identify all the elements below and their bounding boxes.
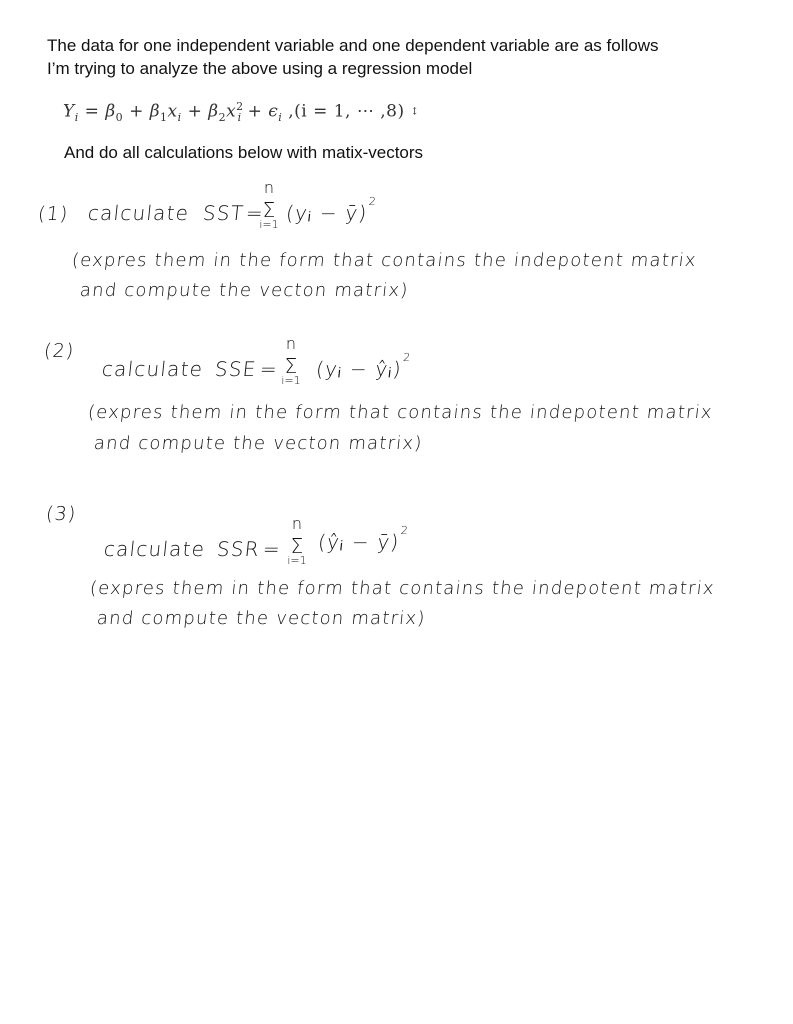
q3-sum [286,514,308,567]
intro-line-3: And do all calculations below with matix-vectors [64,143,424,162]
eq-x1-sub: i [177,111,182,125]
q1-power: 2 [368,195,378,208]
eq-trailing-mark: ↕ [410,106,420,118]
q2-name: SSE [213,357,258,381]
eq-beta0: β [105,101,116,122]
q2-equals: = [258,357,280,381]
q1-equals: = [244,201,266,225]
eq-range: ,(i = 1, ⋯ ,8) [288,101,405,122]
eq-plus-1: + [129,101,144,122]
q3-number: (3) [44,503,78,525]
q2-prefix: calculate [100,357,205,381]
q2-sum-top: n [285,334,297,353]
eq-x2: x [226,101,237,122]
q1-sum [258,178,280,231]
q2-sum [280,334,302,387]
q1-sum-top: n [263,178,275,197]
q3-prefix: calculate [102,537,207,561]
eq-epsilon-sub: i [278,111,283,125]
eq-x2-sup: 2 [236,100,244,113]
q2-sum-bottom: i=1 [281,374,301,387]
eq-lhs: Y [63,101,75,122]
q2-sum-symbol: Σ [284,354,298,378]
intro-line-2: I’m trying to analyze the above using a regression model [47,59,473,78]
q1-sum-bottom: i=1 [259,218,279,231]
q2-term [314,351,412,382]
q3-note-line-1: (expres them in the form that contains the indepotent matrix [88,578,716,599]
q2-term-text: (yᵢ − ŷᵢ) [314,357,404,381]
eq-equals: = [84,101,100,122]
q1-sum-symbol: Σ [262,198,276,222]
q1-prefix: calculate [86,201,191,225]
eq-x1: x [167,101,178,122]
q3-sum-symbol: Σ [290,534,304,558]
q1-note-line-1: (expres them in the form that contains the indepotent matrix [70,250,698,271]
eq-epsilon: ϵ [268,101,279,122]
q2-note-line-1: (expres them in the form that contains the indepotent matrix [86,402,714,423]
q1-name: SST [201,201,246,225]
q3-sum-bottom: i=1 [287,554,307,567]
q3-sum-top: n [291,514,303,533]
q3-term-text: (ŷᵢ − ȳ) [316,530,401,554]
q2-note-line-2: and compute the vecton matrix) [92,433,424,454]
eq-lhs-sub: i [74,111,79,125]
q1-note-line-2: and compute the vecton matrix) [78,280,410,301]
q1-number: (1) [36,203,70,225]
q1-term-text: (yᵢ − ȳ) [284,201,369,225]
q3-power: 2 [400,524,410,537]
q2-number: (2) [42,340,76,362]
q3-equals: = [261,537,283,561]
q3-note-line-2: and compute the vecton matrix) [95,608,427,629]
q1-term [284,195,378,226]
q3-name: SSR [215,537,262,561]
regression-equation [63,100,419,124]
q2-power: 2 [402,351,412,364]
eq-beta1-sub: 1 [160,111,168,125]
q3-term [316,524,410,555]
eq-beta2-sub: 2 [218,111,227,125]
eq-plus-2: + [187,101,203,122]
eq-beta1: β [149,101,161,122]
eq-beta0-sub: 0 [115,111,124,125]
eq-beta2: β [208,101,219,122]
eq-plus-3: + [247,101,263,122]
intro-line-1: The data for one independent variable and one dependent variable are as follows [47,36,659,55]
eq-x2-sub: i [237,111,242,125]
